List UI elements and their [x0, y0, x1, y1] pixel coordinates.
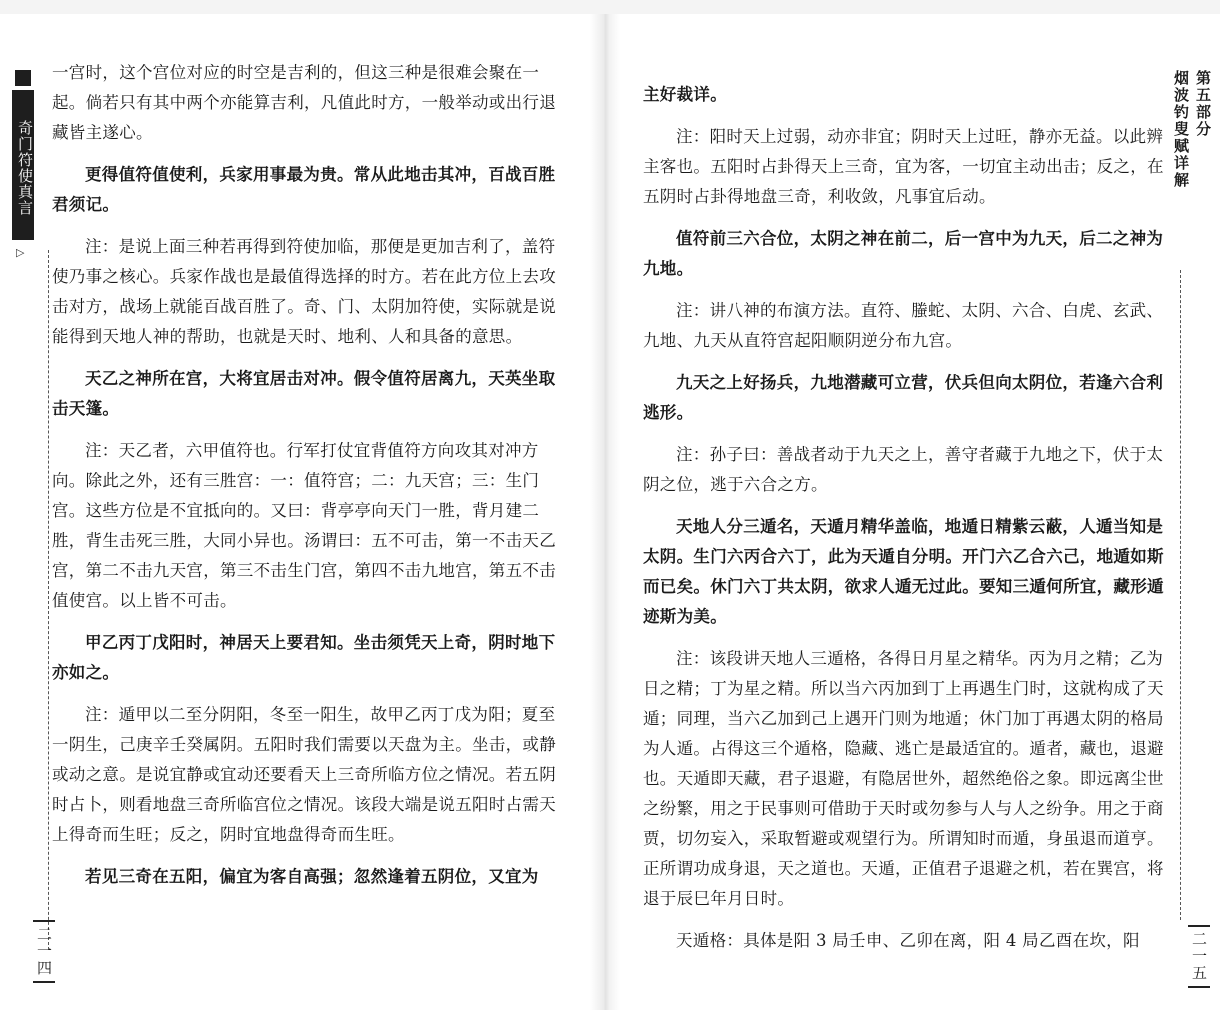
note-paragraph: 天遁格：具体是阳 3 局壬申、乙卯在离，阳 4 局乙酉在坎，阳 — [676, 931, 1140, 950]
verse-paragraph: 值符前三六合位，太阴之神在前二，后一宫中为九天，后二之神为九地。 — [643, 229, 1164, 278]
chapter-title-label: 烟波钓叟赋详解 — [1172, 70, 1190, 189]
verse-paragraph: 九天之上好扬兵，九地潜藏可立营，伏兵但向太阴位，若逢六合利逃形。 — [643, 373, 1164, 422]
book-gutter — [590, 14, 620, 1010]
verse-paragraph: 甲乙丙丁戊阳时，神居天上要君知。坐击须凭天上奇，阴时地下亦如之。 — [52, 633, 556, 682]
right-text-column — [643, 80, 1173, 968]
note-paragraph: 注：遁甲以二至分阴阳，冬至一阳生，故甲乙丙丁戊为阳；夏至一阴生，己庚辛壬癸属阴。五阳时我们需要以天盘为主。坐击，或静或动之意。是说宜静或宜动还要看天上三奇所临方位之情况。若五阴时占卜，则看地盘三奇所临宫位之情况。该段大端是说五阳时占需天上得奇而生旺；反之，阴时宜地盘得奇而生旺。 — [52, 705, 556, 844]
note-paragraph: 注：是说上面三种若再得到符使加临，那便是更加吉利了，盖符使乃事之核心。兵家作战也是最值得选择的时方。若在此方位上去攻击对方，战场上就能百战百胜了。奇、门、太阴加符使，实际就是说能得到天地人神的帮助，也就是天时、地利、人和具备的意思。 — [52, 237, 556, 346]
left-edge-rule — [48, 250, 49, 950]
note-paragraph: 注：孙子曰：善战者动于九天之上，善守者藏于九地之下，伏于太阴之位，逃于六合之方。 — [643, 445, 1164, 494]
verse-paragraph: 主好裁详。 — [643, 85, 727, 104]
note-paragraph: 注：讲八神的布演方法。直符、螣蛇、太阴、六合、白虎、玄武、九地、九天从直符宫起阳顺阴逆分布九宫。 — [643, 301, 1164, 350]
right-edge-rule — [1180, 270, 1181, 920]
verse-paragraph: 更得值符值使利，兵家用事最为贵。常从此地击其冲，百战百胜君须记。 — [52, 165, 556, 214]
left-text-column — [52, 58, 562, 904]
right-side-label — [1172, 70, 1214, 270]
page-number-left: 二一四 — [33, 920, 55, 983]
part-label: 第五部分 — [1194, 70, 1212, 138]
book-top-edge — [0, 0, 1220, 14]
chapter-marker — [15, 70, 31, 86]
left-side-tab: 奇门符使真言 — [12, 90, 34, 240]
side-arrow-icon: ▷ — [16, 246, 25, 259]
verse-paragraph: 天乙之神所在宫，大将宜居击对冲。假令值符居离九，天英坐取击天篷。 — [52, 369, 556, 418]
verse-paragraph: 天地人分三遁名，天遁月精华盖临，地遁日精紫云蔽，人遁当知是太阴。生门六丙合六丁，此为天遁自分明。开门六乙合六己，地遁如斯而已矣。休门六丁共太阴，欲求人遁无过此。要知三遁何所宜，藏形遁迹斯为美。 — [643, 517, 1164, 626]
verse-paragraph: 若见三奇在五阳，偏宜为客自高强；忽然逢着五阴位，又宜为 — [85, 867, 539, 886]
note-paragraph: 注：天乙者，六甲值符也。行军打仗宜背值符方向攻其对冲方向。除此之外，还有三胜宫：一：值符宫；二：九天宫；三：生门宫。这些方位是不宜抵向的。又曰：背亭亭向天门一胜，背月建二胜，背生击死三胜，大同小异也。汤谓曰：五不可击，第一不击天乙宫，第二不击九天宫，第三不击生门宫，第四不击九地宫，第五不击值使宫。以上皆不可击。 — [52, 441, 556, 610]
note-paragraph: 注：该段讲天地人三遁格，各得日月星之精华。丙为月之精；乙为日之精；丁为星之精。所以当六丙加到丁上再遇生门时，这就构成了天遁；同理，当六乙加到己上遇开门则为地遁；休门加丁再遇太阴的格局为人遁。占得这三个遁格，隐藏、逃亡是最适宜的。遁者，藏也，退避也。天遁即天藏，君子退避，有隐居世外，超然绝俗之象。即远离尘世之纷繁，用之于民事则可借助于天时或勿参与人与人之纷争。用之于商贾，切勿妄入，采取暂避或观望行为。所谓知时而遁，身虽退而道亨。正所谓功成身退，天之道也。天遁，正值君子退避之机，若在巽宫，将退于辰巳年月日时。 — [643, 649, 1164, 908]
page-number-right: 二一五 — [1188, 925, 1210, 988]
paragraph: 一宫时，这个宫位对应的时空是吉利的，但这三种是很难会聚在一起。倘若只有其中两个亦能算吉利，凡值此时方，一般举动或出行退藏皆主遂心。 — [52, 63, 556, 142]
note-paragraph: 注：阳时天上过弱，动亦非宜；阴时天上过旺，静亦无益。以此辨主客也。五阳时占卦得天上三奇，宜为客，一切宜主动出击；反之，在五阴时占卦得地盘三奇，利收敛，凡事宜后动。 — [643, 127, 1164, 206]
